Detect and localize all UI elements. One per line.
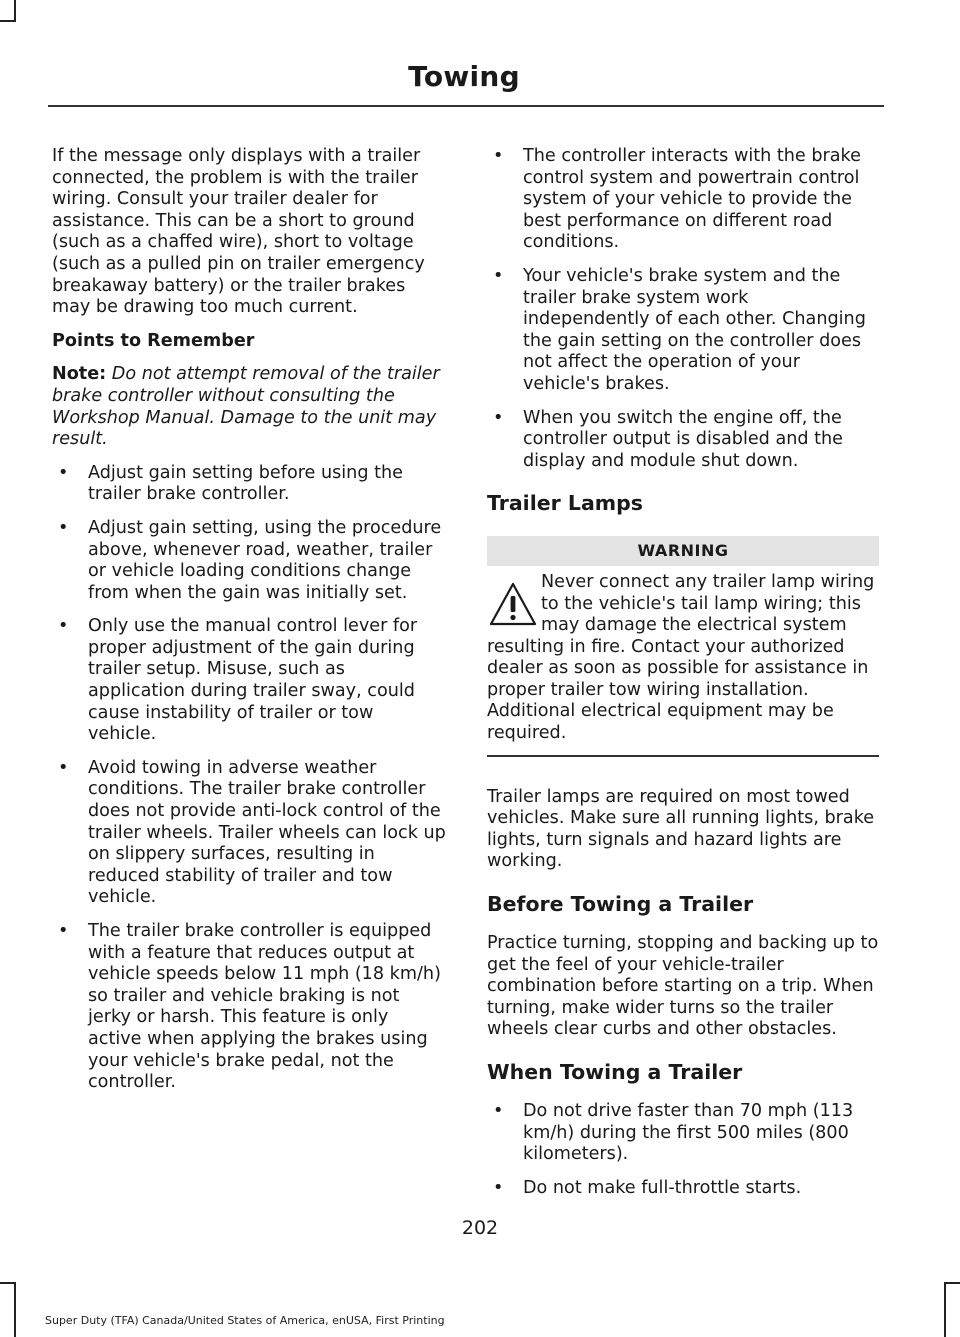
bullet-icon: • [493, 265, 504, 286]
page-number: 202 [461, 1217, 499, 1239]
crop-mark [0, 20, 16, 22]
note-paragraph [52, 364, 447, 450]
bullet-icon: • [493, 1101, 504, 1121]
crop-mark [0, 1282, 16, 1284]
bullet-icon: • [58, 757, 69, 778]
warning-body [487, 572, 879, 745]
towing-list [487, 1101, 879, 1199]
controller-list [487, 146, 879, 472]
warning-box [487, 536, 879, 756]
list-item-text: The controller interacts with the brake control system and powertrain control system of your vehicle to provide the best performance on different road conditions. [523, 146, 861, 253]
intro-paragraph: If the message only displays with a trailer connected, the problem is with the trailer wiring. Consult your trailer dealer for assistance. This can be a short to ground (such as a chaffed wire), short to voltage (such as a pulled pin on trailer emergency breakaway battery) or the trailer brakes may be drawing too much current. [52, 146, 425, 318]
warning-text: Never connect any trailer lamp wiring to the vehicle's tail lamp wiring; this may damage the electrical system resulting in fire. Contact your authorized dealer as soon as possible for assistance in proper trailer tow wiring installation. Additional electrical equipment may be required. [487, 571, 875, 744]
list-item [487, 146, 879, 254]
list-item-text: Do not drive faster than 70 mph (113 km/h) during the first 500 miles (800 kilometers). [523, 1101, 854, 1165]
list-item-text: Avoid towing in adverse weather conditions. The trailer brake controller does not provide anti-lock control of the trailer wheels. Trailer wheels can lock up on slippery surfaces, resulting in reduced stability of trailer and tow vehicle. [88, 757, 446, 908]
list-item-text: Your vehicle's brake system and the trailer brake system work independently of each other. Changing the gain setting on the controller does not affect the operation of your vehicle's brakes. [523, 265, 866, 394]
crop-mark [14, 1282, 16, 1337]
note-label: Note: [52, 364, 107, 385]
before-paragraph: Practice turning, stopping and backing up to get the feel of your vehicle-trailer combination before starting on a trip. When turning, make wider turns so the trailer wheels clear curbs and other obstacles. [487, 933, 879, 1040]
warning-header: WARNING [487, 536, 879, 566]
warning-rule [487, 755, 879, 757]
list-item-text: When you switch the engine off, the controller output is disabled and the display and module shut down. [523, 407, 844, 471]
list-item [487, 408, 879, 473]
lamps-paragraph: Trailer lamps are required on most towed vehicles. Make sure all running lights, brake lights, turn signals and hazard lights are working. [487, 786, 875, 872]
list-item [487, 1101, 879, 1166]
list-item [52, 616, 447, 746]
note-text: Do not attempt removal of the trailer brake controller without consulting the Workshop Manual. Damage to the unit may result. [52, 364, 440, 450]
list-item-text: Adjust gain setting before using the trailer brake controller. [88, 462, 403, 505]
bullet-icon: • [493, 1177, 504, 1198]
list-item [52, 758, 447, 909]
list-item [487, 1178, 879, 1200]
page-title: Towing [408, 60, 520, 93]
bullet-icon: • [493, 407, 504, 428]
section-title-trailer-lamps: Trailer Lamps [487, 491, 644, 516]
points-list [52, 463, 447, 1094]
bullet-icon: • [493, 146, 504, 166]
list-item [52, 463, 447, 506]
section-title-before-towing: Before Towing a Trailer [487, 892, 754, 917]
bullet-icon: • [58, 462, 69, 483]
bullet-icon: • [58, 921, 69, 941]
header-rule [48, 105, 884, 107]
points-subhead: Points to Remember [52, 330, 255, 351]
warning-triangle-icon [487, 578, 539, 632]
right-column [487, 146, 879, 1211]
list-item [52, 518, 447, 604]
crop-mark [944, 1282, 946, 1337]
list-item-text: The trailer brake controller is equipped with a feature that reduces output at vehicle speeds below 11 mph (18 km/h) so trailer and vehicle braking is not jerky or harsh. This feature is only active when applying the brakes using your vehicle's brake pedal, not the controller. [88, 921, 441, 1093]
bullet-icon: • [58, 517, 69, 538]
footer-text: Super Duty (TFA) Canada/United States of America, enUSA, First Printing [45, 1314, 445, 1327]
list-item-text: Only use the manual control lever for proper adjustment of the gain during trailer setup. Misuse, such as application during trailer sway, could cause instability of trailer or tow vehicle. [88, 616, 418, 745]
list-item [487, 266, 879, 396]
left-column [52, 146, 447, 1106]
list-item-text: Do not make full-throttle starts. [523, 1177, 802, 1198]
list-item [52, 921, 447, 1094]
bullet-icon: • [58, 616, 69, 637]
list-item-text: Adjust gain setting, using the procedure above, whenever road, weather, trailer or vehicle loading conditions change from when the gain was initially set. [88, 517, 442, 603]
section-title-when-towing: When Towing a Trailer [487, 1060, 743, 1084]
crop-mark [944, 1282, 960, 1284]
crop-mark [14, 0, 16, 22]
